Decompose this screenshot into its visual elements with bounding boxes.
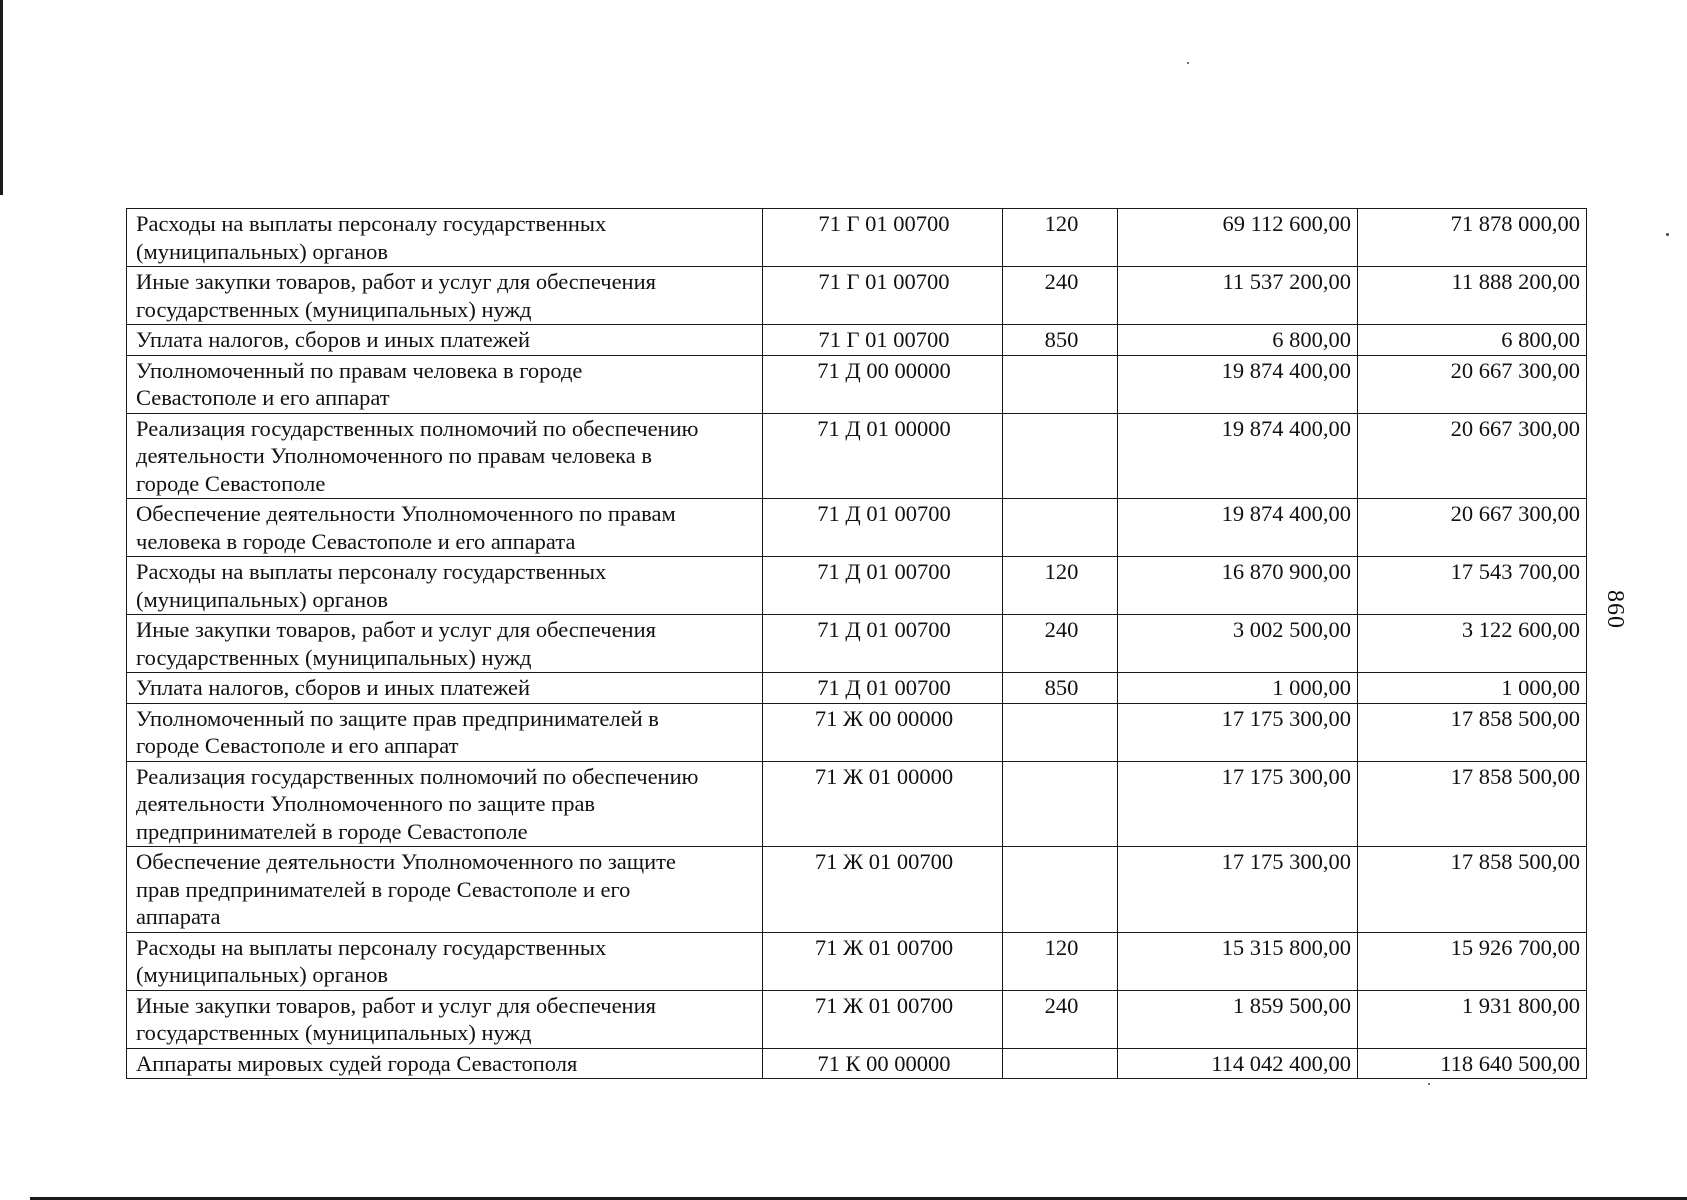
- row-code-cell: 71 Г 01 00700: [763, 209, 1003, 267]
- row-code-cell: 71 Д 01 00700: [763, 615, 1003, 673]
- row-name-cell: Уплата налогов, сборов и иных платежей: [127, 325, 763, 356]
- row-code-cell: 71 К 00 00000: [763, 1048, 1003, 1079]
- row-code-cell: 71 Д 01 00700: [763, 673, 1003, 704]
- row-name-cell: Расходы на выплаты персоналу государственных (муниципальных) органов: [127, 209, 763, 267]
- row-amount-year1-cell: 1 859 500,00: [1118, 990, 1358, 1048]
- table-row: [127, 1048, 1587, 1079]
- table-row: [127, 209, 1587, 267]
- row-name-cell: Обеспечение деятельности Уполномоченного по защите прав предпринимателей в городе Севастополе и его аппарата: [127, 847, 763, 933]
- table-row: [127, 267, 1587, 325]
- table-row: [127, 847, 1587, 933]
- scan-speck: [1666, 233, 1669, 236]
- row-amount-year1-cell: 114 042 400,00: [1118, 1048, 1358, 1079]
- row-expense-type-cell: 240: [1003, 267, 1118, 325]
- row-name-cell: Реализация государственных полномочий по обеспечению деятельности Уполномоченного по защите прав предпринимателей в городе Севастополе: [127, 761, 763, 847]
- row-name-cell: Обеспечение деятельности Уполномоченного по правам человека в городе Севастополе и его аппарата: [127, 499, 763, 557]
- row-expense-type-cell: 850: [1003, 673, 1118, 704]
- table-row: [127, 990, 1587, 1048]
- row-expense-type-cell: [1003, 847, 1118, 933]
- table-row: [127, 932, 1587, 990]
- row-amount-year1-cell: 6 800,00: [1118, 325, 1358, 356]
- row-expense-type-cell: 120: [1003, 209, 1118, 267]
- row-amount-year2-cell: 3 122 600,00: [1358, 615, 1587, 673]
- row-name-cell: Расходы на выплаты персоналу государственных (муниципальных) органов: [127, 557, 763, 615]
- table-row: [127, 413, 1587, 499]
- table-row: [127, 703, 1587, 761]
- row-name-cell: Уполномоченный по правам человека в городе Севастополе и его аппарат: [127, 355, 763, 413]
- row-amount-year1-cell: 17 175 300,00: [1118, 847, 1358, 933]
- row-amount-year1-cell: 19 874 400,00: [1118, 499, 1358, 557]
- row-expense-type-cell: [1003, 761, 1118, 847]
- table-row: [127, 499, 1587, 557]
- row-code-cell: 71 Д 01 00700: [763, 499, 1003, 557]
- row-name-cell: Иные закупки товаров, работ и услуг для обеспечения государственных (муниципальных) нужд: [127, 615, 763, 673]
- row-amount-year2-cell: 20 667 300,00: [1358, 355, 1587, 413]
- row-expense-type-cell: 240: [1003, 615, 1118, 673]
- row-amount-year1-cell: 69 112 600,00: [1118, 209, 1358, 267]
- row-expense-type-cell: 240: [1003, 990, 1118, 1048]
- row-code-cell: 71 Ж 00 00000: [763, 703, 1003, 761]
- scan-speck: [1428, 1083, 1430, 1085]
- table-row: [127, 761, 1587, 847]
- row-amount-year2-cell: 15 926 700,00: [1358, 932, 1587, 990]
- row-code-cell: 71 Д 01 00000: [763, 413, 1003, 499]
- row-name-cell: Реализация государственных полномочий по обеспечению деятельности Уполномоченного по правам человека в городе Севастополе: [127, 413, 763, 499]
- row-code-cell: 71 Г 01 00700: [763, 267, 1003, 325]
- row-expense-type-cell: [1003, 1048, 1118, 1079]
- scan-edge-left: [0, 0, 3, 195]
- row-name-cell: Иные закупки товаров, работ и услуг для обеспечения государственных (муниципальных) нужд: [127, 267, 763, 325]
- row-name-cell: Уплата налогов, сборов и иных платежей: [127, 673, 763, 704]
- table-row: [127, 355, 1587, 413]
- row-amount-year1-cell: 19 874 400,00: [1118, 413, 1358, 499]
- row-amount-year2-cell: 17 858 500,00: [1358, 703, 1587, 761]
- row-amount-year1-cell: 16 870 900,00: [1118, 557, 1358, 615]
- table-row: [127, 325, 1587, 356]
- row-amount-year2-cell: 20 667 300,00: [1358, 499, 1587, 557]
- table-row: [127, 673, 1587, 704]
- row-amount-year2-cell: 1 000,00: [1358, 673, 1587, 704]
- row-amount-year1-cell: 17 175 300,00: [1118, 703, 1358, 761]
- row-amount-year1-cell: 11 537 200,00: [1118, 267, 1358, 325]
- row-code-cell: 71 Г 01 00700: [763, 325, 1003, 356]
- table-row: [127, 557, 1587, 615]
- row-amount-year2-cell: 6 800,00: [1358, 325, 1587, 356]
- row-name-cell: Уполномоченный по защите прав предпринимателей в городе Севастополе и его аппарат: [127, 703, 763, 761]
- row-amount-year2-cell: 17 543 700,00: [1358, 557, 1587, 615]
- row-name-cell: Аппараты мировых судей города Севастополя: [127, 1048, 763, 1079]
- row-expense-type-cell: [1003, 499, 1118, 557]
- row-expense-type-cell: 850: [1003, 325, 1118, 356]
- row-amount-year2-cell: 17 858 500,00: [1358, 847, 1587, 933]
- row-amount-year2-cell: 118 640 500,00: [1358, 1048, 1587, 1079]
- row-code-cell: 71 Д 01 00700: [763, 557, 1003, 615]
- row-amount-year2-cell: 20 667 300,00: [1358, 413, 1587, 499]
- row-code-cell: 71 Ж 01 00000: [763, 761, 1003, 847]
- page-number: 860: [1602, 590, 1628, 629]
- row-code-cell: 71 Ж 01 00700: [763, 990, 1003, 1048]
- row-code-cell: 71 Ж 01 00700: [763, 932, 1003, 990]
- row-amount-year1-cell: 3 002 500,00: [1118, 615, 1358, 673]
- row-name-cell: Иные закупки товаров, работ и услуг для обеспечения государственных (муниципальных) нужд: [127, 990, 763, 1048]
- row-amount-year1-cell: 15 315 800,00: [1118, 932, 1358, 990]
- scan-speck: [1187, 62, 1189, 64]
- row-amount-year2-cell: 71 878 000,00: [1358, 209, 1587, 267]
- row-amount-year1-cell: 1 000,00: [1118, 673, 1358, 704]
- row-code-cell: 71 Ж 01 00700: [763, 847, 1003, 933]
- row-expense-type-cell: [1003, 703, 1118, 761]
- row-expense-type-cell: 120: [1003, 932, 1118, 990]
- row-code-cell: 71 Д 00 00000: [763, 355, 1003, 413]
- budget-table: [126, 208, 1587, 1079]
- row-amount-year2-cell: 1 931 800,00: [1358, 990, 1587, 1048]
- budget-table-body: [127, 209, 1587, 1079]
- row-expense-type-cell: [1003, 413, 1118, 499]
- row-amount-year2-cell: 11 888 200,00: [1358, 267, 1587, 325]
- row-amount-year1-cell: 19 874 400,00: [1118, 355, 1358, 413]
- row-amount-year2-cell: 17 858 500,00: [1358, 761, 1587, 847]
- row-name-cell: Расходы на выплаты персоналу государственных (муниципальных) органов: [127, 932, 763, 990]
- row-amount-year1-cell: 17 175 300,00: [1118, 761, 1358, 847]
- table-row: [127, 615, 1587, 673]
- row-expense-type-cell: [1003, 355, 1118, 413]
- row-expense-type-cell: 120: [1003, 557, 1118, 615]
